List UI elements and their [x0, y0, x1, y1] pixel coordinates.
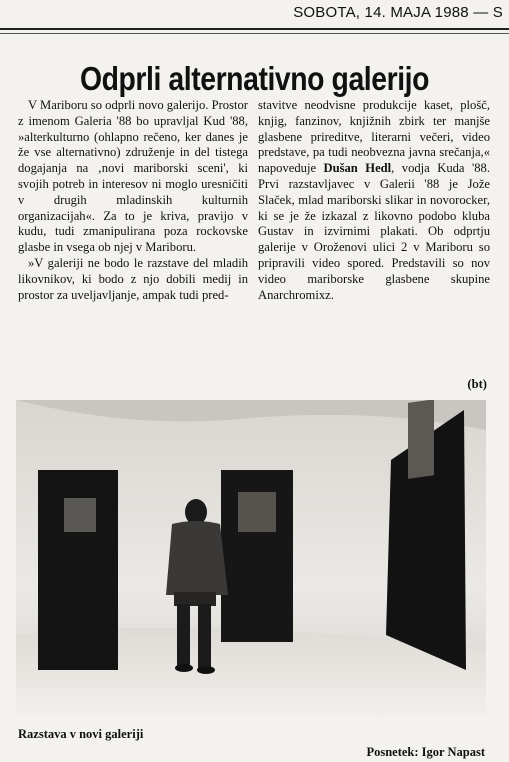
article-photo [16, 400, 486, 715]
paragraph [258, 98, 490, 303]
gallery-photo-illustration [16, 400, 486, 715]
article-column-left [18, 98, 248, 303]
page-header [0, 0, 509, 30]
article-column-right [258, 98, 490, 303]
header-rule-thin [0, 33, 509, 34]
article-headline: Odprli alternativno galerijo [79, 60, 430, 97]
text-segment: , vodja Kuda '88. Prvi razstavljavec v Galerii '88 je Jože Slaček, mlad mariborski slikar in novorocker, ki se je že izkazal z likovno podobo kluba Gustav in izvirnimi plakati. Ob odprtju galerije v Oroženovi ulici 2 v Mariboru so pripravili video spored. Predstavili so nov video mariborske glasbene skupine Anarchromixz. [258, 161, 490, 302]
hanging-panel-left [38, 470, 118, 670]
header-rule [0, 28, 509, 30]
photo-credit: Posnetek: Igor Napast [366, 745, 485, 759]
text-segment: stavitve neodvisne produkcije kaset, plošč, knjig, fanzinov, knjižnih zbirk ter manjše glasbene prireditve, literarni večeri, video predstave, pa tudi neobvezna javna srečanja,« napoveduje [258, 98, 490, 176]
paragraph: V Mariboru so odprli novo galerijo. Prostor z imenom Galeria '88 bo upravljal Kud '88, »alterkulturno (ohlapno rečeno, ker danes je že vse alternativno) združenje in del tistega dogajanja na ‚novi mariborski sceni', ki svojih potreb in interesov ni moglo uresničiti v drugih mladinskih kulturnih organizacijah«. Za to je kriva, pravijo v kudu, tudi zmanipulirana poza rockovske glasbe in vsega ob njej v Mariboru. [18, 98, 248, 255]
photo-caption: Razstava v novi galeriji [18, 727, 144, 741]
dateline: SOBOTA, 14. MAJA 1988 — S [293, 4, 503, 21]
person-name: Dušan Hedl [323, 161, 392, 176]
paragraph: »V galeriji ne bodo le razstave del mladih likovnikov, ki bodo z njo dobili medij in prostor za uveljavljanje, ampak tudi pred- [18, 255, 248, 302]
author-byline: (bt) [467, 377, 487, 391]
hanging-panel-center [221, 470, 293, 642]
